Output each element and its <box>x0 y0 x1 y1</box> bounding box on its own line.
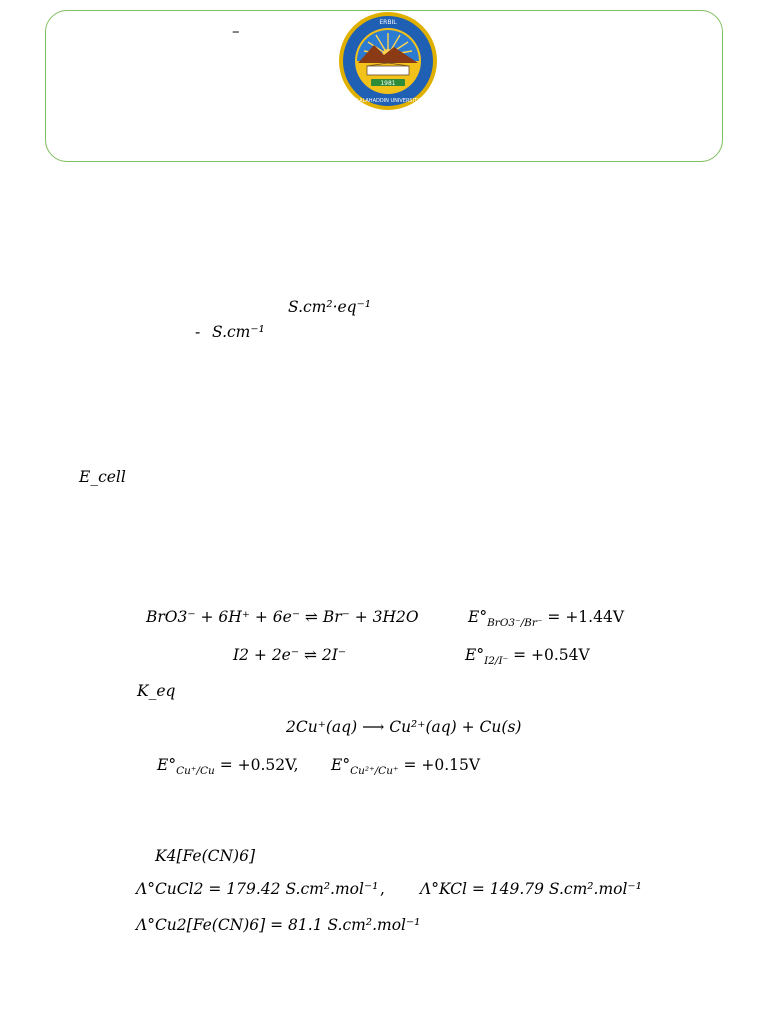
minus-mark: - <box>195 323 201 341</box>
equivalent-conductance-unit: S.cm²·eq⁻¹ <box>288 298 372 316</box>
cu-disproportionation-reaction: 2Cu⁺(aq) ⟶ Cu²⁺(aq) + Cu(s) <box>286 718 522 736</box>
e-cell-symbol: E_cell <box>79 468 126 486</box>
comma-separator: , <box>380 880 385 898</box>
iodine-half-reaction: I2 + 2e⁻ ⇌ 2I⁻ <box>233 646 347 664</box>
potassium-ferrocyanide-symbol: K4[Fe(CN)6] <box>155 847 255 865</box>
kcl-molar-conductivity: Λ°KCl = 149.79 S.cm².mol⁻¹ <box>420 880 642 898</box>
k-eq-symbol: K_eq <box>137 682 176 700</box>
cu-plus-cu-potential: $E^\circ_{Cu^+/Cu} = +0.52V$, <box>157 756 299 778</box>
university-logo <box>338 11 438 111</box>
bromate-half-reaction: BrO3⁻ + 6H⁺ + 6e⁻ ⇌ Br⁻ + 3H2O <box>146 608 419 626</box>
cucl2-molar-conductivity: Λ°CuCl2 = 179.42 S.cm².mol⁻¹ <box>136 880 379 898</box>
specific-conductance-unit: S.cm⁻¹ <box>212 323 265 341</box>
logo-top-text: ERBIL <box>379 19 397 26</box>
logo-bottom-text: SALAHADDIN UNIVERSITY <box>355 98 421 104</box>
header-dash: – <box>232 22 240 40</box>
logo-year: 1981 <box>380 80 396 87</box>
bromate-standard-potential: $E^\circ_{BrO3^-/Br^-} = +1.44V$ <box>468 608 625 630</box>
cu2fecn6-molar-conductivity: Λ°Cu2[Fe(CN)6] = 81.1 S.cm².mol⁻¹ <box>136 916 421 934</box>
iodine-standard-potential: $E^\circ_{I2/I^-} = +0.54V$ <box>465 646 590 668</box>
cu2-cu-plus-potential: $E^\circ_{Cu^{2+}/Cu^+} = +0.15V$ <box>331 756 481 778</box>
